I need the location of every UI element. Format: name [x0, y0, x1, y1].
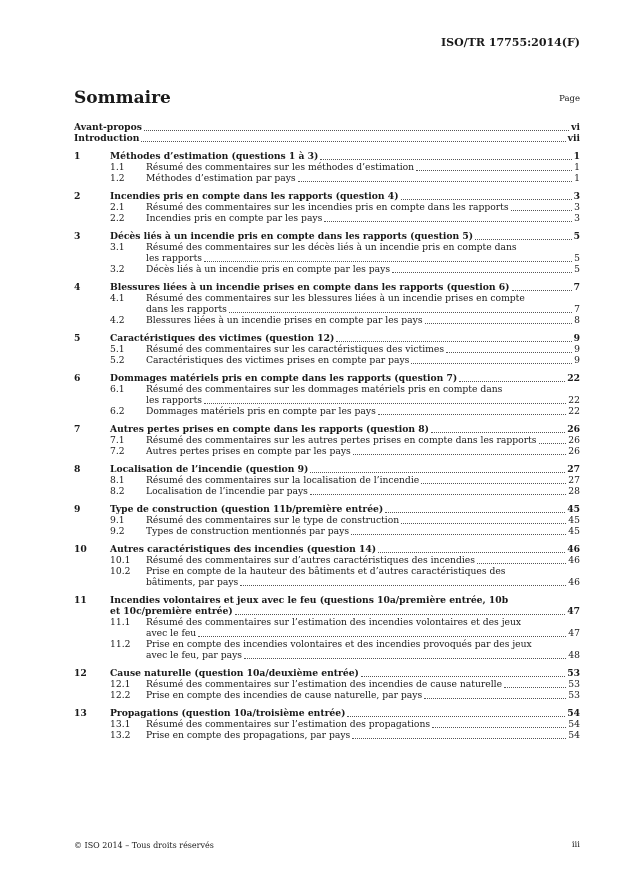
subsection-number: 9.1: [110, 515, 125, 526]
section-gap: [74, 457, 580, 464]
leader-dots: [229, 312, 572, 313]
subsection-number: 13.1: [110, 719, 131, 730]
leader-dots: [244, 658, 566, 659]
toc-subsection-continuation: [74, 304, 580, 315]
toc-subsection-6-2[interactable]: [74, 406, 580, 417]
section-title: et 10c/première entrée): [110, 606, 233, 617]
leader-dots: [431, 432, 565, 433]
subsection-page: 26: [568, 435, 580, 446]
subsection-number: 2.2: [110, 213, 125, 224]
subsection-title: Résumé des commentaires sur les caractéristiques des victimes: [146, 344, 445, 355]
subsection-number: 5.2: [110, 355, 125, 366]
section-gap: [74, 661, 580, 668]
leader-dots: [351, 534, 566, 535]
leader-dots: [421, 483, 566, 484]
subsection-number: 5.1: [110, 344, 125, 355]
section-title: Autres pertes prises en compte dans les rapports (question 8): [110, 424, 430, 435]
section-title: Blessures liées à un incendie prises en compte dans les rapports (question 6): [110, 282, 510, 293]
subsection-page: 27: [568, 475, 580, 486]
subsection-title: Types de construction mentionnés par pays: [146, 526, 350, 537]
section-gap: [74, 326, 580, 333]
subsection-page: 53: [568, 690, 580, 701]
subsection-number: 6.1: [110, 384, 125, 395]
toc-subsection-7-1[interactable]: [74, 435, 580, 446]
subsection-number: 4.1: [110, 293, 125, 304]
section-number: 4: [74, 282, 81, 293]
subsection-title: Résumé des commentaires sur l’estimation des incendies de cause naturelle: [146, 679, 503, 690]
toc-section-2[interactable]: [74, 191, 580, 202]
leader-dots: [204, 261, 572, 262]
subsection-page: 53: [568, 679, 580, 690]
toc-entry-page: vi: [571, 122, 580, 133]
section-number: 8: [74, 464, 81, 475]
subsection-page: 1: [574, 173, 580, 184]
leader-dots: [310, 472, 565, 473]
subsection-page: 45: [568, 526, 580, 537]
footer-copyright: © ISO 2014 – Tous droits réservés: [74, 841, 214, 850]
toc-section-7[interactable]: [74, 424, 580, 435]
table-of-contents: [74, 122, 580, 741]
leader-dots: [475, 239, 572, 240]
leader-dots: [432, 727, 566, 728]
leader-dots: [144, 130, 569, 131]
leader-dots: [320, 159, 571, 160]
leader-dots: [378, 552, 565, 553]
leader-dots: [425, 323, 573, 324]
leader-dots: [378, 414, 566, 415]
subsection-page: 47: [568, 628, 580, 639]
subsection-title: Blessures liées à un incendie prises en compte par les pays: [146, 315, 423, 326]
subsection-page: 45: [568, 515, 580, 526]
subsection-number: 4.2: [110, 315, 125, 326]
toc-subsection-4-2[interactable]: [74, 315, 580, 326]
subsection-page: 8: [574, 315, 580, 326]
section-gap: [74, 701, 580, 708]
leader-dots: [392, 272, 572, 273]
subsection-number: 10.2: [110, 566, 131, 577]
leader-dots: [204, 403, 566, 404]
section-number: 6: [74, 373, 81, 384]
subsection-page: 22: [568, 406, 580, 417]
subsection-title: Caractéristiques des victimes prises en compte par pays: [146, 355, 410, 366]
subsection-number: 3.2: [110, 264, 125, 275]
leader-dots: [298, 181, 572, 182]
toc-subsection-11-2[interactable]: [74, 639, 580, 650]
leader-dots: [353, 454, 567, 455]
subsection-title: les rapports: [146, 395, 202, 406]
toc-subsection-7-2[interactable]: [74, 446, 580, 457]
subsection-title: Prise en compte des propagations, par pays: [146, 730, 351, 741]
subsection-title: Résumé des commentaires sur les dommages matériels pris en compte dans: [146, 384, 503, 395]
page-title: Sommaire: [74, 88, 171, 108]
subsection-title: avec le feu, par pays: [146, 650, 242, 661]
toc-subsection-11-1[interactable]: [74, 617, 580, 628]
leader-dots: [401, 523, 566, 524]
section-gap: [74, 497, 580, 504]
toc-subsection-12-2[interactable]: [74, 690, 580, 701]
section-gap: [74, 275, 580, 282]
subsection-number: 11.1: [110, 617, 131, 628]
subsection-number: 12.2: [110, 690, 131, 701]
toc-entry-avant-propos[interactable]: [74, 122, 580, 133]
toc-subsection-10-2[interactable]: [74, 566, 580, 577]
subsection-page: 22: [568, 395, 580, 406]
section-title: Localisation de l’incendie (question 9): [110, 464, 309, 475]
section-number: 7: [74, 424, 81, 435]
leader-dots: [361, 676, 565, 677]
section-gap: [74, 224, 580, 231]
subsection-title: Autres pertes prises en compte par les pays: [146, 446, 351, 457]
subsection-number: 8.1: [110, 475, 125, 486]
subsection-page: 5: [574, 253, 580, 264]
toc-subsection-1-1[interactable]: [74, 162, 580, 173]
section-page: 9: [573, 333, 580, 344]
subsection-number: 2.1: [110, 202, 125, 213]
toc-subsection-3-2[interactable]: [74, 264, 580, 275]
subsection-title: Méthodes d’estimation par pays: [146, 173, 296, 184]
toc-section-continuation: [74, 606, 580, 617]
section-page: 26: [567, 424, 580, 435]
subsection-title: avec le feu: [146, 628, 197, 639]
subsection-title: Résumé des commentaires sur les décès liés à un incendie pris en compte dans: [146, 242, 517, 253]
subsection-page: 9: [574, 355, 580, 366]
subsection-page: 54: [568, 719, 580, 730]
leader-dots: [512, 290, 572, 291]
toc-subsection-6-1[interactable]: [74, 384, 580, 395]
leader-dots: [446, 352, 572, 353]
section-number: 2: [74, 191, 81, 202]
toc-subsection-continuation: [74, 628, 580, 639]
subsection-number: 12.1: [110, 679, 131, 690]
subsection-page: 46: [568, 555, 580, 566]
subsection-page: 48: [568, 650, 580, 661]
leader-dots: [411, 363, 572, 364]
section-number: 1: [74, 151, 81, 162]
subsection-number: 7.1: [110, 435, 125, 446]
toc-section-12[interactable]: [74, 668, 580, 679]
subsection-title: Résumé des commentaires sur le type de construction: [146, 515, 400, 526]
section-page: 47: [567, 606, 580, 617]
subsection-title: bâtiments, par pays: [146, 577, 239, 588]
section-number: 10: [74, 544, 87, 555]
document-id: ISO/TR 17755:2014(F): [440, 36, 580, 49]
leader-dots: [401, 199, 572, 200]
subsection-page: 9: [574, 344, 580, 355]
section-gap: [74, 417, 580, 424]
toc-section-11[interactable]: [74, 595, 580, 606]
leader-dots: [347, 716, 565, 717]
leader-dots: [141, 141, 565, 142]
leader-dots: [336, 341, 571, 342]
subsection-title: dans les rapports: [146, 304, 227, 315]
toc-subsection-3-1[interactable]: [74, 242, 580, 253]
toc-section-6[interactable]: [74, 373, 580, 384]
toc-subsection-continuation: [74, 650, 580, 661]
leader-dots: [539, 443, 567, 444]
subsection-title: Prise en compte des incendies de cause naturelle, par pays: [146, 690, 423, 701]
toc-subsection-2-2[interactable]: [74, 213, 580, 224]
section-gap: [74, 184, 580, 191]
toc-section-13[interactable]: [74, 708, 580, 719]
section-gap: [74, 366, 580, 373]
subsection-title: Résumé des commentaires sur les blessures liées à un incendie prises en compte: [146, 293, 525, 304]
subsection-title: Localisation de l’incendie par pays: [146, 486, 308, 497]
subsection-page: 5: [574, 264, 580, 275]
toc-subsection-13-2[interactable]: [74, 730, 580, 741]
subsection-title: Résumé des commentaires sur la localisation de l’incendie: [146, 475, 420, 486]
subsection-title: Résumé des commentaires sur l’estimation des incendies volontaires et des jeux: [146, 617, 522, 628]
section-title: Incendies volontaires et jeux avec le feu (questions 10a/première entrée, 10b: [110, 595, 509, 606]
section-title: Incendies pris en compte dans les rapports (question 4): [110, 191, 399, 202]
subsection-page: 1: [574, 162, 580, 173]
section-title: Cause naturelle (question 10a/deuxième entrée): [110, 668, 359, 679]
leader-dots: [504, 687, 566, 688]
toc-subsection-9-1[interactable]: [74, 515, 580, 526]
section-page: 46: [567, 544, 580, 555]
subsection-number: 9.2: [110, 526, 125, 537]
page-column-label: Page: [559, 94, 580, 104]
section-number: 13: [74, 708, 87, 719]
toc-section-8[interactable]: [74, 464, 580, 475]
toc-subsection-1-2[interactable]: [74, 173, 580, 184]
subsection-page: 28: [568, 486, 580, 497]
section-title: Type de construction (question 11b/première entrée): [110, 504, 384, 515]
toc-subsection-12-1[interactable]: [74, 679, 580, 690]
toc-section-3[interactable]: [74, 231, 580, 242]
subsection-number: 11.2: [110, 639, 131, 650]
subsection-page: 46: [568, 577, 580, 588]
section-title: Autres caractéristiques des incendies (question 14): [110, 544, 377, 555]
toc-subsection-8-1[interactable]: [74, 475, 580, 486]
leader-dots: [310, 494, 566, 495]
section-gap: [74, 588, 580, 595]
section-page: 27: [567, 464, 580, 475]
subsection-number: 3.1: [110, 242, 125, 253]
leader-dots: [352, 738, 566, 739]
subsection-number: 1.2: [110, 173, 125, 184]
subsection-page: 54: [568, 730, 580, 741]
subsection-page: 26: [568, 446, 580, 457]
toc-subsection-8-2[interactable]: [74, 486, 580, 497]
toc-section-1[interactable]: [74, 151, 580, 162]
toc-subsection-10-1[interactable]: [74, 555, 580, 566]
section-page: 54: [567, 708, 580, 719]
subsection-number: 10.1: [110, 555, 131, 566]
toc-entry-title: Avant-propos: [74, 122, 142, 133]
section-title: Dommages matériels pris en compte dans les rapports (question 7): [110, 373, 458, 384]
section-number: 3: [74, 231, 81, 242]
subsection-title: Prise en compte des incendies volontaires et des incendies provoqués par des jeux: [146, 639, 532, 650]
subsection-title: Dommages matériels pris en compte par les pays: [146, 406, 376, 417]
leader-dots: [416, 170, 572, 171]
subsection-page: 3: [574, 202, 580, 213]
section-page: 53: [567, 668, 580, 679]
subsection-title: Résumé des commentaires sur les incendies pris en compte dans les rapports: [146, 202, 509, 213]
subsection-title: Résumé des commentaires sur les autres pertes prises en compte dans les rapports: [146, 435, 537, 446]
toc-entry-page: vii: [567, 133, 580, 144]
leader-dots: [511, 210, 573, 211]
leader-dots: [459, 381, 565, 382]
subsection-number: 7.2: [110, 446, 125, 457]
toc-subsection-13-1[interactable]: [74, 719, 580, 730]
subsection-number: 1.1: [110, 162, 125, 173]
toc-section-9[interactable]: [74, 504, 580, 515]
toc-subsection-continuation: [74, 253, 580, 264]
section-number: 11: [74, 595, 87, 606]
toc-subsection-9-2[interactable]: [74, 526, 580, 537]
leader-dots: [235, 614, 565, 615]
toc-subsection-2-1[interactable]: [74, 202, 580, 213]
section-title: Propagations (question 10a/troisième entrée): [110, 708, 346, 719]
toc-entry-title: Introduction: [74, 133, 140, 144]
toc-section-10[interactable]: [74, 544, 580, 555]
toc-subsection-4-1[interactable]: [74, 293, 580, 304]
toc-subsection-continuation: [74, 395, 580, 406]
section-number: 12: [74, 668, 87, 679]
subsection-number: 8.2: [110, 486, 125, 497]
toc-entry-introduction[interactable]: [74, 133, 580, 144]
section-title: Décès liés à un incendie pris en compte dans les rapports (question 5): [110, 231, 474, 242]
section-title: Méthodes d’estimation (questions 1 à 3): [110, 151, 319, 162]
toc-subsection-5-2[interactable]: [74, 355, 580, 366]
leader-dots: [324, 221, 572, 222]
subsection-title: Décès liés à un incendie pris en compte par les pays: [146, 264, 391, 275]
subsection-title: Prise en compte de la hauteur des bâtiments et d’autres caractéristiques des: [146, 566, 506, 577]
section-title: Caractéristiques des victimes (question 12): [110, 333, 335, 344]
leader-dots: [424, 698, 566, 699]
section-gap: [74, 537, 580, 544]
toc-subsection-continuation: [74, 577, 580, 588]
section-page: 3: [573, 191, 580, 202]
leader-dots: [240, 585, 566, 586]
subsection-title: Résumé des commentaires sur l’estimation des propagations: [146, 719, 431, 730]
section-gap: [74, 144, 580, 151]
subsection-number: 6.2: [110, 406, 125, 417]
subsection-title: Incendies pris en compte par les pays: [146, 213, 323, 224]
section-page: 22: [567, 373, 580, 384]
toc-subsection-5-1[interactable]: [74, 344, 580, 355]
subsection-number: 13.2: [110, 730, 131, 741]
subsection-title: les rapports: [146, 253, 202, 264]
leader-dots: [477, 563, 566, 564]
subsection-page: 3: [574, 213, 580, 224]
section-page: 5: [573, 231, 580, 242]
section-number: 5: [74, 333, 81, 344]
section-number: 9: [74, 504, 81, 515]
leader-dots: [385, 512, 565, 513]
section-page: 1: [573, 151, 580, 162]
subsection-title: Résumé des commentaires sur d’autres caractéristiques des incendies: [146, 555, 475, 566]
leader-dots: [198, 636, 566, 637]
toc-section-5[interactable]: [74, 333, 580, 344]
subsection-title: Résumé des commentaires sur les méthodes d’estimation: [146, 162, 415, 173]
footer-page-number: iii: [571, 840, 580, 850]
toc-section-4[interactable]: [74, 282, 580, 293]
section-page: 45: [567, 504, 580, 515]
subsection-page: 7: [574, 304, 580, 315]
section-page: 7: [573, 282, 580, 293]
